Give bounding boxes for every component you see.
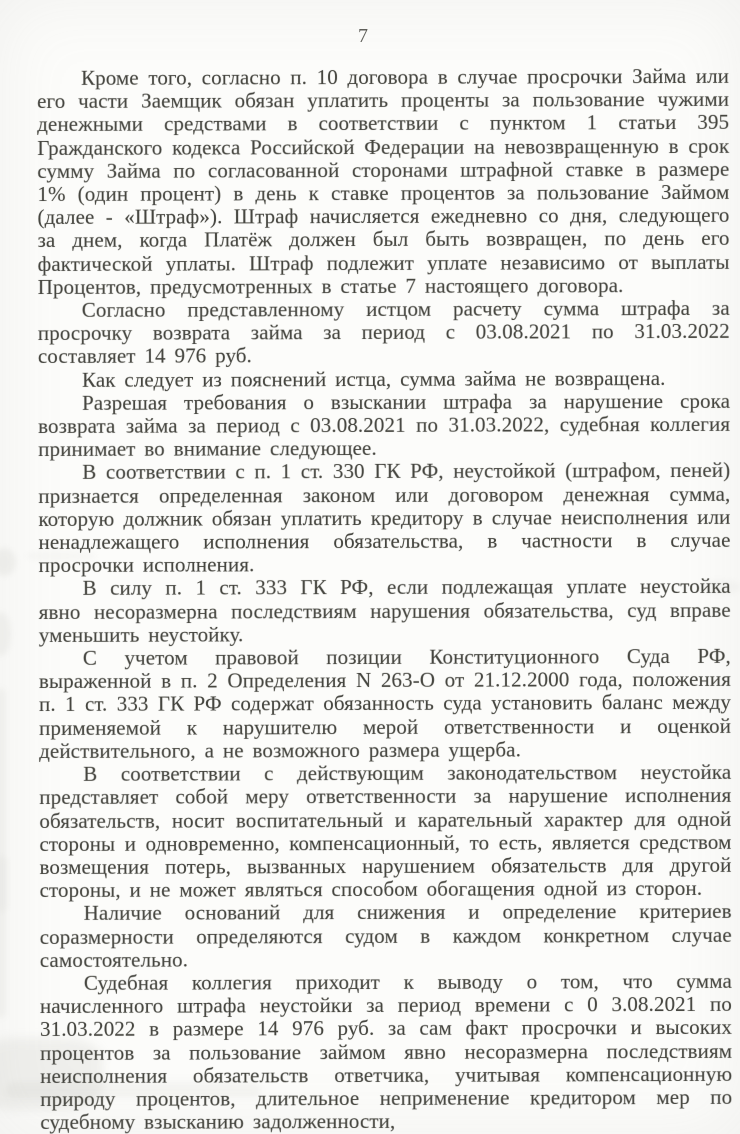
scan-artifact xyxy=(0,688,6,1018)
paragraph: Согласно представленному истцом расчету сумма штрафа за просрочку возврата займа за период с 03.08.2021 по 31.03.2022 составляет 14 976 руб. xyxy=(37,295,730,369)
scan-artifact xyxy=(0,856,8,912)
paragraph: Судебная коллегия приходит к выводу о том, что сумма начисленного штрафа неустойки за период времени с 0 3.08.2021 по 31.03.2022 в размере 14 976 руб. за сам факт просрочки и высоких процентов за пользование займом явно несоразмерна последствиям неисполнения обязательств ответчика, учитывая компенсационную природу процентов, длительное неприменение кредитором мер по судебному взысканию задолженности, xyxy=(39,968,733,1134)
paragraph: Как следует из пояснений истца, сумма займа не возвращена. xyxy=(81,365,666,392)
paragraph: Разрешая требования о взыскании штрафа за нарушение срока возврата займа за период с 03.08.2021 по 31.03.2022, судебная коллегия принимает во внимание следующее. xyxy=(38,388,731,462)
paragraph: В силу п. 1 ст. 333 ГК РФ, если подлежащая уплате неустойка явно несоразмерна последствиям нарушения обязательства, суд вправе уменьшить неустойку. xyxy=(38,574,731,647)
page-number: 7 xyxy=(358,25,368,47)
document-body xyxy=(37,65,732,1134)
paragraph: В соответствии с действующим законодательством неустойка представляет собой меру ответственности за нарушение исполнения обязательств, носит воспитательный и карательный характер для одной стороны и одновременно, компенсационный, то есть, является средством возмещения потерь, вызванных нарушением обязательств для другой стороны, и не может являться способом обогащения одной из сторон. xyxy=(39,759,732,903)
scan-artifact xyxy=(0,548,16,576)
paragraph: Кроме того, согласно п. 10 договора в случае просрочки Займа или его части Заемщик обязан уплатить проценты за пользование чужими денежными средствами в соответствии с пунктом 1 статьи 395 Гражданского кодекса Российской Федерации на невозвращенную в срок сумму Займа по согласованной сторонами штрафной ставке в размере 1% (один процент) в день к ставке процентов за пользование Займом (далее - «Штраф»). Штраф начисляется ежедневно со дня, следующего за днем, когда Платёж должен был быть возвращен, по день его фактической уплаты. Штраф подлежит уплате независимо от выплаты Процентов, предусмотренных в статье 7 настоящего договора. xyxy=(37,63,730,299)
paragraph: В соответствии с п. 1 ст. 330 ГК РФ, неустойкой (штрафом, пеней) признается определенная законом или договором денежная сумма, которую должник обязан уплатить кредитору в случае неисполнения или ненадлежащего исполнения обязательства, в частности в случае просрочки исполнения. xyxy=(38,458,731,578)
paragraph: Наличие оснований для снижения и определение критериев соразмерности определяются судом в каждом конкретном случае самостоятельно. xyxy=(39,899,732,972)
scan-artifact xyxy=(0,612,11,656)
paragraph: С учетом правовой позиции Конституционного Суда РФ, выраженной в п. 2 Определения N 263-О от 21.12.2000 года, положения п. 1 ст. 333 ГК РФ содержат обязанность суда установить баланс между применяемой к нарушителю мерой ответственности и оценкой действительного, а не возможного размера ущерба. xyxy=(38,643,732,763)
